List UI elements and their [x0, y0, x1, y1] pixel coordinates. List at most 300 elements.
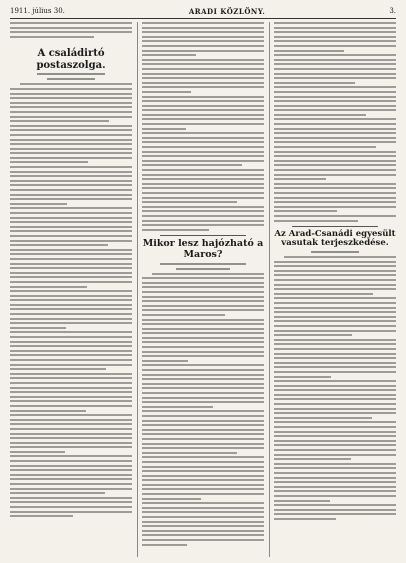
text-line — [10, 120, 109, 122]
text-line — [10, 497, 132, 499]
text-line — [10, 129, 132, 131]
column-divider — [137, 22, 138, 557]
text-line — [274, 86, 396, 88]
text-line — [10, 359, 132, 361]
text-line — [10, 221, 132, 223]
text-line — [274, 353, 396, 355]
text-line — [274, 431, 396, 433]
text-line — [274, 137, 396, 139]
text-line — [274, 77, 396, 79]
text-line — [142, 364, 264, 366]
text-line — [274, 421, 396, 423]
text-line — [10, 483, 132, 485]
text-line — [274, 458, 351, 460]
text-line — [10, 161, 88, 163]
text-line — [142, 300, 264, 302]
text-line — [274, 54, 396, 56]
text-line — [10, 258, 132, 260]
column-2 — [142, 22, 264, 557]
text-line — [274, 197, 396, 199]
text-line — [10, 217, 132, 219]
text-line — [274, 160, 396, 162]
text-line — [274, 357, 396, 359]
text-line — [10, 506, 132, 508]
text-line — [142, 387, 264, 389]
text-line — [142, 479, 264, 481]
text-line — [274, 297, 396, 299]
text-line — [10, 428, 132, 430]
text-line — [274, 477, 396, 479]
text-line — [142, 401, 264, 403]
text-line — [274, 518, 336, 520]
text-line — [142, 488, 264, 490]
text-line — [10, 263, 132, 265]
text-line — [142, 420, 264, 422]
text-line — [10, 198, 132, 200]
text-line — [10, 189, 132, 191]
text-line — [142, 128, 186, 130]
text-line — [10, 318, 132, 320]
text-line — [152, 273, 264, 275]
text-line — [274, 371, 396, 373]
text-line — [10, 240, 132, 242]
text-line — [274, 206, 396, 208]
text-line — [10, 313, 132, 315]
text-line — [142, 493, 264, 495]
text-line — [274, 109, 396, 111]
text-line — [142, 397, 264, 399]
text-line — [274, 449, 396, 451]
text-line — [142, 178, 264, 180]
text-line — [142, 511, 264, 513]
text-line — [142, 406, 213, 408]
text-line — [274, 334, 352, 336]
text-line — [142, 525, 264, 527]
section-divider — [160, 235, 246, 236]
text-line — [10, 166, 132, 168]
text-line — [10, 308, 132, 310]
text-line — [10, 469, 132, 471]
text-line — [10, 207, 132, 209]
text-line — [142, 544, 187, 546]
text-line — [274, 169, 396, 171]
text-line — [142, 456, 264, 458]
text-line — [10, 152, 132, 154]
text-line — [10, 433, 132, 435]
text-line — [142, 155, 264, 157]
text-line — [142, 105, 264, 107]
text-line — [142, 45, 264, 47]
text-line — [142, 346, 264, 348]
text-line — [274, 215, 396, 217]
text-line — [142, 31, 264, 33]
text-line — [274, 36, 396, 38]
text-line — [142, 146, 264, 148]
text-line — [10, 455, 132, 457]
text-line — [10, 157, 132, 159]
text-line — [142, 332, 264, 334]
text-line — [274, 201, 396, 203]
text-line — [274, 220, 358, 222]
text-line — [142, 470, 264, 472]
text-line — [274, 96, 396, 98]
text-line — [142, 447, 264, 449]
column-1 — [10, 22, 132, 557]
text-line — [142, 328, 264, 330]
text-line — [142, 337, 264, 339]
text-line — [142, 378, 264, 380]
text-line — [10, 446, 132, 448]
text-line — [10, 244, 108, 246]
text-line — [274, 362, 396, 364]
text-line — [10, 290, 132, 292]
text-line — [274, 31, 396, 33]
text-line — [10, 111, 132, 113]
text-line — [142, 86, 264, 88]
text-line — [10, 377, 132, 379]
text-line — [142, 424, 264, 426]
text-line — [10, 465, 132, 467]
text-line — [274, 454, 396, 456]
text-line — [274, 343, 396, 345]
article-title: Az Arad-Csanádi egyesült vasutak terjeszkedése. — [274, 228, 396, 249]
text-line — [10, 253, 132, 255]
text-line — [274, 490, 396, 492]
text-line — [142, 73, 264, 75]
text-line — [142, 507, 264, 509]
text-line — [142, 452, 237, 454]
text-line — [274, 114, 366, 116]
text-line — [274, 316, 396, 318]
text-line — [10, 501, 132, 503]
text-line — [10, 97, 132, 99]
text-line — [10, 36, 94, 38]
text-line — [274, 348, 396, 350]
text-line — [274, 311, 396, 313]
text-line — [142, 410, 264, 412]
text-line — [274, 481, 396, 483]
text-line — [274, 183, 396, 185]
text-line — [10, 295, 132, 297]
text-line — [142, 187, 264, 189]
text-line — [10, 387, 132, 389]
text-line — [10, 322, 132, 324]
text-line — [10, 350, 132, 352]
text-line — [274, 504, 396, 506]
text-line — [142, 277, 264, 279]
text-line — [142, 210, 264, 212]
column-3 — [274, 22, 396, 557]
text-line — [274, 288, 396, 290]
subtitle-line — [160, 263, 245, 265]
text-line — [274, 302, 396, 304]
text-line — [274, 376, 331, 378]
text-line — [274, 63, 396, 65]
text-line — [274, 261, 396, 263]
text-line — [142, 54, 196, 56]
text-line — [10, 194, 132, 196]
text-line — [274, 417, 372, 419]
text-line — [10, 281, 132, 283]
text-line — [142, 291, 264, 293]
text-line — [10, 106, 132, 108]
text-line — [274, 495, 396, 497]
text-line — [274, 509, 396, 511]
text-line — [142, 229, 209, 231]
text-line — [10, 423, 132, 425]
text-line — [10, 148, 132, 150]
text-line — [142, 27, 264, 29]
text-line — [142, 461, 264, 463]
text-line — [142, 160, 264, 162]
text-line — [274, 330, 396, 332]
text-line — [274, 187, 396, 189]
text-line — [10, 511, 132, 513]
text-line — [142, 220, 264, 222]
text-line — [142, 539, 264, 541]
text-line — [274, 27, 396, 29]
text-line — [142, 151, 264, 153]
text-line — [10, 304, 132, 306]
text-line — [10, 93, 132, 95]
column-divider — [269, 22, 270, 557]
text-line — [274, 155, 396, 157]
text-line — [142, 534, 264, 536]
text-line — [142, 309, 264, 311]
text-line — [274, 68, 396, 70]
text-line — [274, 174, 396, 176]
text-line — [142, 141, 264, 143]
text-line — [10, 478, 132, 480]
text-line — [142, 429, 264, 431]
text-line — [274, 22, 396, 24]
text-line — [10, 272, 132, 274]
text-line — [274, 151, 396, 153]
text-line — [10, 382, 132, 384]
text-line — [142, 96, 264, 98]
text-line — [274, 192, 396, 194]
text-line — [10, 354, 132, 356]
text-line — [274, 440, 396, 442]
text-line — [142, 59, 264, 61]
text-line — [274, 426, 396, 428]
text-line — [10, 134, 132, 136]
text-line — [274, 274, 396, 276]
text-line — [142, 475, 264, 477]
text-line — [142, 466, 264, 468]
text-line — [274, 513, 396, 515]
text-line — [142, 169, 264, 171]
text-line — [142, 206, 264, 208]
text-line — [274, 389, 396, 391]
text-line — [10, 405, 132, 407]
text-line — [142, 63, 264, 65]
text-line — [274, 146, 376, 148]
text-line — [142, 201, 237, 203]
text-line — [10, 345, 132, 347]
text-line — [142, 305, 264, 307]
text-line — [10, 414, 132, 416]
text-line — [10, 419, 132, 421]
text-line — [142, 118, 264, 120]
text-line — [274, 73, 396, 75]
text-line — [142, 82, 264, 84]
subtitle-line — [176, 268, 231, 270]
text-line — [284, 256, 396, 258]
masthead: ARADI KÖZLÖNY. — [188, 6, 266, 16]
text-line — [142, 109, 264, 111]
text-line — [142, 392, 264, 394]
text-line — [142, 50, 264, 52]
text-line — [142, 114, 264, 116]
text-line — [274, 320, 396, 322]
text-line — [10, 451, 65, 453]
subtitle-line — [37, 73, 104, 75]
subtitle-line — [311, 251, 360, 253]
text-line — [274, 339, 396, 341]
text-line — [142, 68, 264, 70]
text-line — [274, 50, 344, 52]
text-line — [142, 319, 264, 321]
text-line — [274, 412, 396, 414]
text-line — [142, 132, 264, 134]
text-line — [142, 521, 264, 523]
text-line — [142, 123, 264, 125]
text-line — [142, 484, 264, 486]
text-line — [274, 164, 396, 166]
text-line — [142, 351, 264, 353]
text-line — [274, 325, 396, 327]
text-line — [274, 82, 355, 84]
text-line — [274, 486, 396, 488]
text-line — [10, 88, 132, 90]
text-line — [10, 31, 132, 33]
text-line — [142, 341, 264, 343]
text-line — [142, 282, 264, 284]
text-line — [10, 327, 66, 329]
text-line — [10, 336, 132, 338]
text-line — [10, 515, 73, 517]
text-line — [142, 164, 242, 166]
text-line — [274, 265, 396, 267]
text-line — [10, 267, 132, 269]
text-line — [274, 210, 337, 212]
text-line — [10, 235, 132, 237]
text-line — [274, 394, 396, 396]
text-line — [142, 215, 264, 217]
text-line — [274, 398, 396, 400]
text-line — [142, 516, 264, 518]
text-line — [10, 175, 132, 177]
header-rule — [10, 18, 396, 19]
text-line — [10, 364, 132, 366]
text-line — [274, 59, 396, 61]
text-line — [142, 438, 264, 440]
text-line — [142, 433, 264, 435]
text-line — [142, 137, 264, 139]
text-line — [274, 307, 396, 309]
text-line — [142, 286, 264, 288]
text-line — [10, 22, 132, 24]
text-line — [142, 369, 264, 371]
text-line — [142, 355, 264, 357]
text-line — [142, 383, 264, 385]
text-line — [10, 368, 106, 370]
text-line — [10, 249, 132, 251]
text-line — [142, 40, 264, 42]
text-line — [10, 139, 132, 141]
text-line — [142, 443, 264, 445]
text-line — [142, 360, 188, 362]
text-line — [274, 118, 396, 120]
text-line — [142, 530, 264, 532]
text-line — [10, 226, 132, 228]
text-line — [142, 323, 264, 325]
text-line — [142, 100, 264, 102]
text-line — [10, 331, 132, 333]
text-line — [274, 444, 396, 446]
text-line — [274, 403, 396, 405]
text-line — [274, 279, 396, 281]
text-line — [274, 123, 396, 125]
text-line — [274, 128, 396, 130]
text-line — [10, 492, 105, 494]
text-line — [20, 83, 132, 85]
text-line — [10, 299, 132, 301]
text-line — [274, 91, 396, 93]
text-line — [274, 408, 396, 410]
text-line — [274, 132, 396, 134]
text-line — [142, 296, 264, 298]
text-line — [10, 276, 132, 278]
text-line — [10, 400, 132, 402]
text-line — [142, 174, 264, 176]
text-line — [10, 391, 132, 393]
section-divider — [292, 226, 378, 227]
text-line — [10, 474, 132, 476]
text-line — [10, 341, 132, 343]
text-line — [274, 293, 373, 295]
text-line — [142, 498, 201, 500]
page-header — [10, 5, 396, 17]
text-line — [10, 437, 132, 439]
text-line — [10, 143, 132, 145]
text-line — [274, 105, 396, 107]
text-line — [10, 102, 132, 104]
text-line — [274, 40, 396, 42]
text-line — [142, 22, 264, 24]
text-line — [10, 410, 86, 412]
text-line — [274, 100, 396, 102]
article-title: A családirtó postaszolga. — [36, 48, 106, 71]
text-line — [142, 197, 264, 199]
text-line — [274, 472, 396, 474]
text-line — [10, 373, 132, 375]
text-line — [10, 184, 132, 186]
text-line — [10, 116, 132, 118]
page-number: 3. — [389, 7, 396, 15]
subtitle-line — [47, 78, 96, 80]
text-line — [10, 442, 132, 444]
text-line — [142, 91, 191, 93]
text-line — [274, 380, 396, 382]
text-line — [142, 224, 264, 226]
text-line — [274, 435, 396, 437]
text-line — [10, 203, 67, 205]
text-line — [274, 500, 330, 502]
text-line — [10, 171, 132, 173]
text-line — [142, 183, 264, 185]
